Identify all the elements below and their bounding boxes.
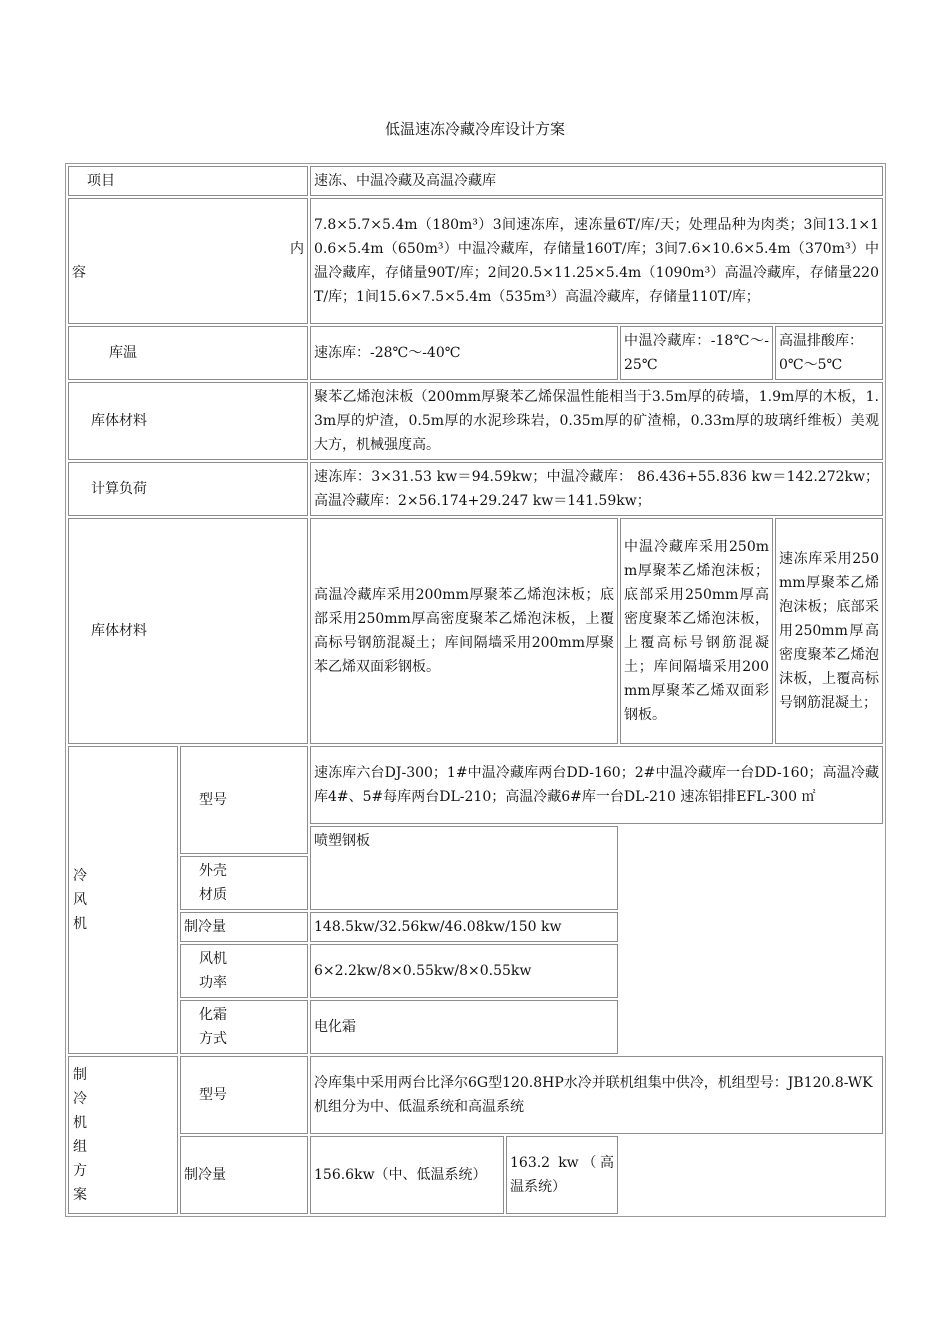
unit-cool-label: 制冷量 xyxy=(180,1136,308,1214)
unit-group-label: 制 冷 机 组 方 案 xyxy=(68,1056,178,1214)
temp-high: 高温排酸库：0℃～5℃ xyxy=(775,326,883,380)
unit-model-label: 型号 xyxy=(180,1056,308,1134)
page-title: 低温速冻冷藏冷库设计方案 xyxy=(384,120,565,138)
item-value: 速冻、中温冷藏及高温冷藏库 xyxy=(310,166,883,196)
material2-mid: 中温冷藏库采用250mm厚聚苯乙烯泡沫板；底部采用250mm厚高密度聚苯乙烯泡沫板，上覆高标号钢筋混凝土；库间隔墙采用200mm厚聚苯乙烯双面彩钢板。 xyxy=(620,518,773,744)
fan-shell-label: 外壳 材质 xyxy=(180,856,308,910)
content-label xyxy=(68,198,308,324)
unit-model-value: 冷库集中采用两台比泽尔6G型120.8HP水冷并联机组集中供冷，机组型号：JB120.8-WK 机组分为中、低温系统和高温系统 xyxy=(310,1056,883,1134)
fan-group-label: 冷 风 机 xyxy=(68,746,178,1054)
fan-power-label: 风机 功率 xyxy=(180,944,308,998)
material2-quick: 速冻库采用250mm厚聚苯乙烯泡沫板；底部采用250mm厚高密度聚苯乙烯泡沫板，上覆高标号钢筋混凝土； xyxy=(775,518,883,744)
temp-mid: 中温冷藏库：-18℃～-25℃ xyxy=(620,326,773,380)
material1-label: 库体材料 xyxy=(68,382,308,460)
material2-high: 高温冷藏库采用200mm厚聚苯乙烯泡沫板；底部采用250mm厚高密度聚苯乙烯泡沫板，上覆高标号钢筋混凝土；库间隔墙采用200mm厚聚苯乙烯双面彩钢板。 xyxy=(310,518,618,744)
content-label-b: 容 xyxy=(72,265,86,281)
content-label-a: 内 xyxy=(290,241,304,257)
temp-quick: 速冻库：-28℃～-40℃ xyxy=(310,326,618,380)
content-value: 7.8×5.7×5.4m（180m³）3间速冻库，速冻量6T/库/天；处理品种为肉类；3间13.1×10.6×5.4m（650m³）中温冷藏库，存储量160T/库；3间7.6×10.6×5.4m（370m³）中温冷藏库，存储量90T/库；2间20.5×11.25×5.4m（1090m³）高温冷藏库，存储量220T/库；1间15.6×7.5×5.4m（535m³）高温冷藏库，存储量110T/库； xyxy=(310,198,883,324)
unit-cool-low: 156.6kw（中、低温系统） xyxy=(310,1136,504,1214)
material1-value: 聚苯乙烯泡沫板（200mm厚聚苯乙烯保温性能相当于3.5m厚的砖墙，1.9m厚的木板，1.3m厚的炉渣，0.5m厚的水泥珍珠岩，0.35m厚的矿渣棉，0.33m厚的玻璃纤维板）美观大方，机械强度高。 xyxy=(310,382,883,460)
fan-power-value: 6×2.2kw/8×0.55kw/8×0.55kw xyxy=(310,944,618,998)
load-value: 速冻库：3×31.53 kw＝94.59kw；中温冷藏库： 86.436+55.836 kw＝142.272kw；高温冷藏库：2×56.174+29.247 kw＝141.59kw； xyxy=(310,462,883,516)
fan-cool-value: 148.5kw/32.56kw/46.08kw/150 kw xyxy=(310,912,618,942)
fan-defrost-label: 化霜 方式 xyxy=(180,1000,308,1054)
fan-blank xyxy=(620,826,883,1054)
fan-shell-value: 喷塑钢板 xyxy=(310,826,618,910)
fan-cool-label: 制冷量 xyxy=(180,912,308,942)
fan-defrost-value: 电化霜 xyxy=(310,1000,618,1054)
unit-cool-high: 163.2 kw（高温系统） xyxy=(506,1136,618,1214)
fan-model-value: 速冻库六台DJ-300；1#中温冷藏库两台DD-160；2#中温冷藏库一台DD-160；高温冷藏库4#、5#每库两台DL-210；高温冷藏6#库一台DL-210 速冻铝排EFL-300 ㎡ xyxy=(310,746,883,824)
fan-model-label: 型号 xyxy=(180,746,308,854)
temp-label: 库温 xyxy=(68,326,308,380)
unit-blank xyxy=(620,1136,883,1214)
item-label: 项目 xyxy=(68,166,308,196)
design-table xyxy=(65,163,886,1217)
material2-label: 库体材料 xyxy=(68,518,308,744)
load-label: 计算负荷 xyxy=(68,462,308,516)
